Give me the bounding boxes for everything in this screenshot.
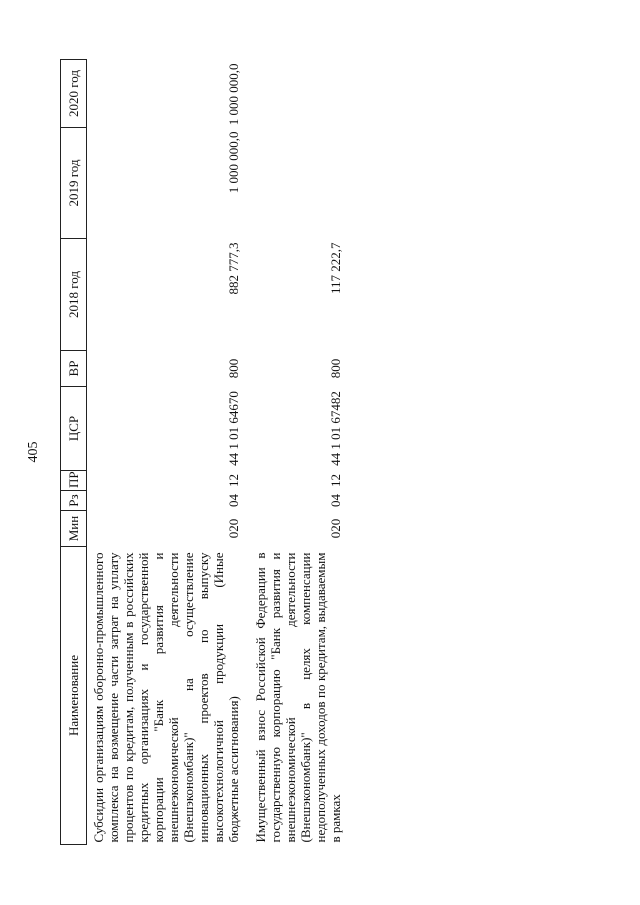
row-pr: 12 (226, 474, 241, 487)
row-name: Субсидии организациям оборонно-промышленного комплекса на возмещение части затрат на уплату процентов по кредитам, полученным в российских кредитных организациях и государственной корпорации "Банк развития и внешнеэкономической деятельности (Внешэкономбанк)" на осуществление инновационных проектов по выпуску высокотехнологичной продукции (Иные бюджетные ассигнования) (91, 552, 241, 843)
header-min: Мин (61, 511, 87, 547)
header-rz: Рз (61, 491, 87, 511)
row-pr: 12 (328, 474, 343, 487)
row-2019: 1 000 000,0 (226, 131, 241, 194)
header-csr: ЦСР (61, 387, 87, 471)
budget-table (60, 59, 343, 845)
table-row (249, 60, 343, 845)
row-rz: 04 (328, 494, 343, 507)
row-min: 020 (328, 518, 343, 539)
row-2020: 1 000 000,0 (226, 63, 241, 126)
row-2018: 882 777,3 (226, 242, 241, 295)
table-header-row (61, 60, 87, 845)
header-2019: 2019 год (61, 128, 87, 239)
row-csr: 44 1 01 64670 (226, 391, 241, 466)
header-2018: 2018 год (61, 239, 87, 351)
table-row (87, 60, 250, 845)
header-2020: 2020 год (61, 60, 87, 128)
page-number: 405 (26, 441, 41, 463)
row-2020 (249, 60, 343, 128)
row-csr: 44 1 01 67482 (328, 391, 343, 466)
header-name: Наименование (61, 547, 87, 845)
row-2019 (249, 128, 343, 239)
header-vr: ВР (61, 351, 87, 387)
row-rz: 04 (226, 494, 241, 507)
row-vr: 800 (328, 358, 343, 379)
row-vr: 800 (226, 358, 241, 379)
row-name: Имущественный взнос Российской Федерации в государственную корпорацию "Банк развития и внешнеэкономической деятельности (Внешэкономбанк)" в целях компенсации недополученных доходов по кредитам, выдаваемым в рамках (253, 552, 343, 843)
row-2018: 117 222,7 (328, 242, 343, 295)
header-pr: ПР (61, 471, 87, 491)
row-min: 020 (226, 518, 241, 539)
rotated-page-content (60, 60, 600, 845)
